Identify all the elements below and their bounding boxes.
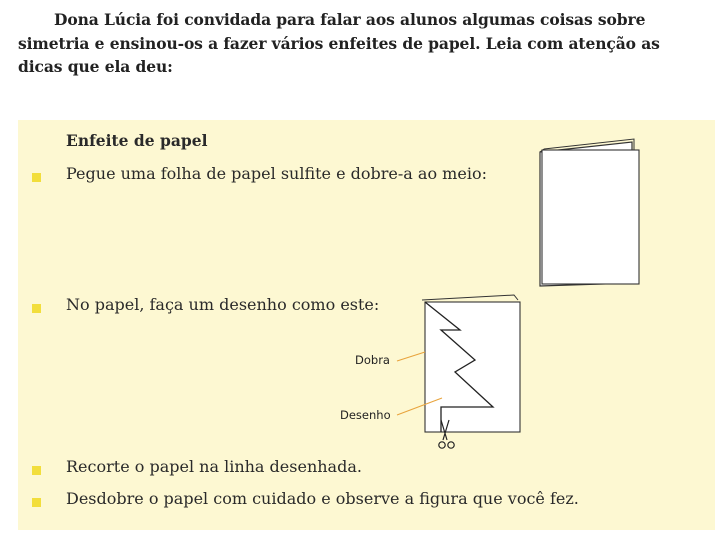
step-1-text: Pegue uma folha de papel sulfite e dobre-a ao meio: <box>66 164 487 183</box>
step-3-text: Recorte o papel na linha desenhada. <box>66 457 362 476</box>
drawing-label: Desenho <box>340 408 391 422</box>
intro-paragraph: Dona Lúcia foi convidada para falar aos alunos algumas coisas sobre simetria e ensinou-os a fazer vários enfeites de papel. Leia com atenção as dicas que ela deu: <box>18 10 660 76</box>
step-4-text: Desdobre o papel com cuidado e observe a figura que você fez. <box>66 489 579 508</box>
fold-leader-line <box>397 352 425 361</box>
step-2-text: No papel, faça um desenho como este: <box>66 295 380 314</box>
fold-label: Dobra <box>355 353 390 367</box>
box-title: Enfeite de papel <box>66 131 208 150</box>
